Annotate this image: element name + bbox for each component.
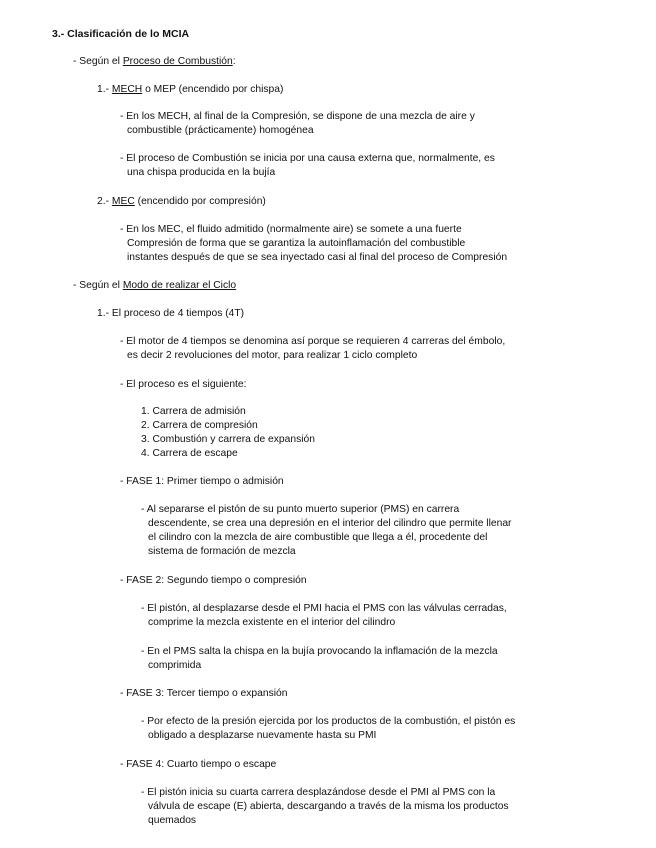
phase-title: - FASE 2: Segundo tiempo o compresión — [120, 575, 307, 586]
bullet-line: - El pistón, al desplazarse desde el PMI hacia el PMS con las válvulas cerradas, — [141, 603, 507, 614]
bullet-line: el cilindro con la mezcla de aire combustible que llega a él, procedente del — [148, 532, 488, 543]
dash: - — [73, 56, 80, 67]
dash: - — [73, 280, 80, 291]
bullet-line: combustible (prácticamente) homogénea — [127, 125, 314, 136]
bullet-line: - Por efecto de la presión ejercida por los productos de la combustión, el pistón es — [141, 716, 516, 727]
bullet-line: - El pistón inicia su cuarta carrera desplazándose desde el PMI al PMS con la — [141, 787, 496, 798]
item-number: 1.- — [97, 84, 112, 95]
bullet-line: comprimida — [148, 660, 202, 671]
bullet-line: - En el PMS salta la chispa en la bujía provocando la inflamación de la mezcla — [141, 646, 498, 657]
subsection-cycle — [73, 279, 236, 293]
step-item: 3. Combustión y carrera de expansión — [141, 434, 315, 445]
bullet-line: quemados — [148, 815, 197, 826]
section-heading: 3.- Clasificación de lo MCIA — [52, 28, 190, 40]
bullet-line: sistema de formación de mezcla — [148, 546, 296, 557]
subsection-combustion — [73, 55, 236, 69]
item-text: o MEP (encendido por chispa) — [142, 84, 284, 95]
step-item: 1. Carrera de admisión — [141, 406, 246, 417]
bullet-line: descendente, se crea una depresión en el interior del cilindro que permite llenar — [148, 518, 512, 529]
item-4t: 1.- El proceso de 4 tiempos (4T) — [97, 308, 245, 319]
item-mech — [97, 83, 283, 97]
item-mec — [97, 195, 266, 209]
bullet-line: Compresión de forma que se garantiza la autoinflamación del combustible — [127, 238, 466, 249]
underlined-term: MEC — [111, 196, 135, 207]
item-text: (encendido por compresión) — [134, 196, 266, 207]
item-number: 2.- — [97, 196, 112, 207]
bullet-line: - En los MECH, al final de la Compresión, se dispone de una mezcla de aire y — [120, 111, 475, 122]
bullet-line: obligado a desplazarse nuevamente hasta su PMI — [148, 730, 377, 741]
bullet-line: - El proceso de Combustión se inicia por una causa externa que, normalmente, es — [120, 153, 495, 164]
bullet-line: comprime la mezcla existente en el interior del cilindro — [148, 617, 396, 628]
underlined-term: Modo de realizar el Ciclo — [122, 280, 237, 291]
prefix-text: Según el — [79, 280, 123, 291]
bullet-line: es decir 2 revoluciones del motor, para realizar 1 ciclo completo — [127, 350, 418, 361]
suffix-text: : — [232, 56, 236, 67]
phase-title: - FASE 3: Tercer tiempo o expansión — [120, 688, 288, 699]
underlined-term: MECH — [111, 84, 143, 95]
phase-title: - FASE 1: Primer tiempo o admisión — [120, 476, 284, 487]
bullet-line: - El motor de 4 tiempos se denomina así porque se requieren 4 carreras del émbolo, — [120, 336, 506, 347]
bullet-line: - En los MEC, el fluido admitido (normalmente aire) se somete a una fuerte — [120, 224, 462, 235]
step-item: 4. Carrera de escape — [141, 448, 238, 459]
bullet-line: válvula de escape (E) abierta, descargando a través de la misma los productos — [148, 801, 509, 812]
step-item: 2. Carrera de compresión — [141, 420, 258, 431]
prefix-text: Según el — [79, 56, 123, 67]
bullet-line: una chispa producida en la bujía — [127, 167, 276, 178]
bullet-line: - El proceso es el siguiente: — [120, 379, 247, 390]
phase-title: - FASE 4: Cuarto tiempo o escape — [120, 759, 277, 770]
bullet-line: instantes después de que se sea inyectado casi al final del proceso de Compresión — [127, 252, 508, 263]
underlined-term: Proceso de Combustión — [122, 56, 233, 67]
bullet-line: - Al separarse el pistón de su punto muerto superior (PMS) en carrera — [141, 504, 460, 515]
